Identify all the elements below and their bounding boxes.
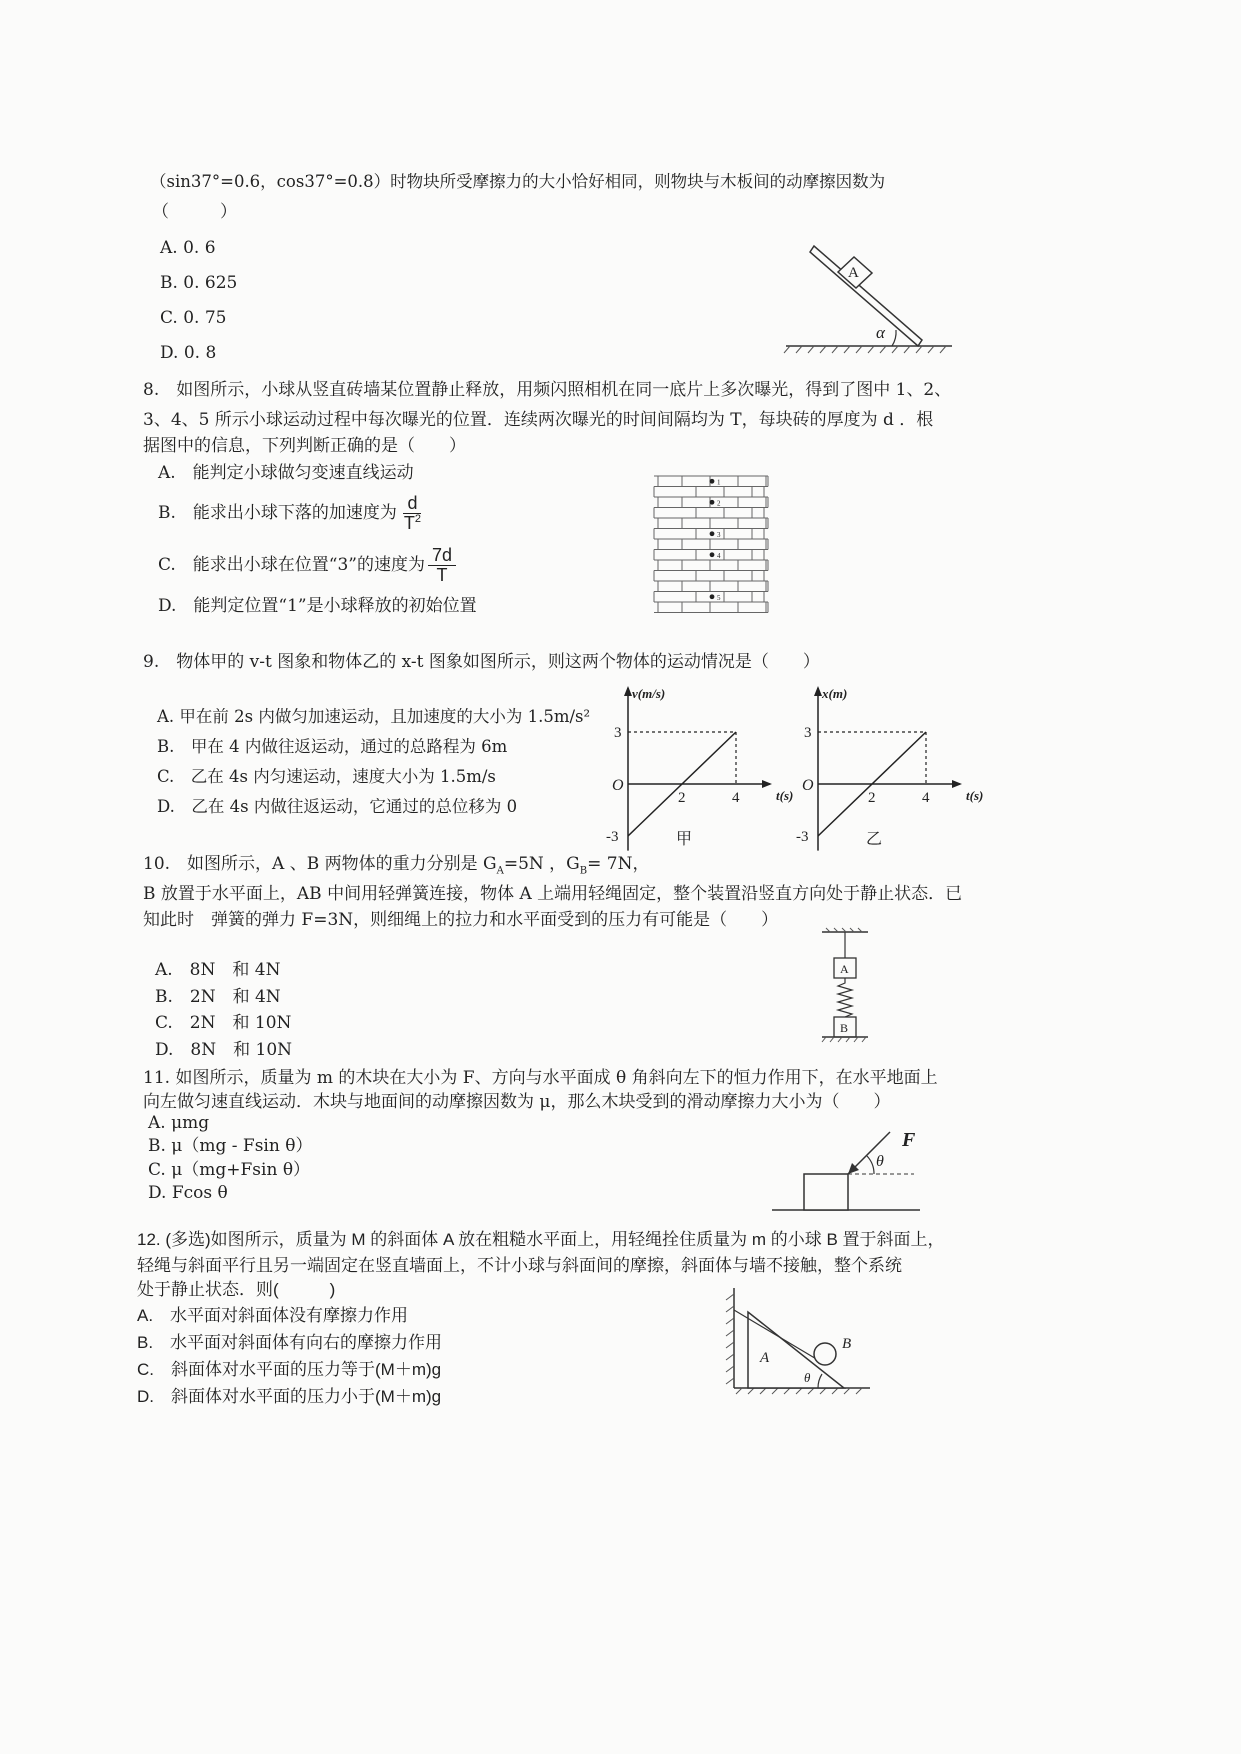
y-tick-3: 3 (804, 725, 812, 741)
q8-option-c-denominator: T (436, 564, 448, 585)
x-axis-label: t(s) (776, 788, 794, 803)
brick-ball-2 (710, 500, 715, 505)
q10-option-d: D. 8N 和 10N (155, 1040, 293, 1060)
q9-vt-chart-jia (600, 680, 794, 860)
q7-option-a: A. 0. 6 (160, 238, 216, 258)
q11-option-d: D. Fcos θ (148, 1183, 228, 1203)
brick-ball-label-1: 1 (717, 478, 721, 487)
q10-option-b: B. 2N 和 4N (155, 987, 281, 1007)
brick-ball-4 (710, 552, 715, 557)
q12-wedge-label: A (760, 1350, 770, 1366)
q10-stem-line1-a: 10. 如图所示，A 、B 两物体的重力分别是 G (143, 854, 497, 874)
q8-stem-line2: 3、4、5 所示小球运动过程中每次曝光的位置．连续两次曝光的时间间隔均为 T，每块砖的厚度为 d ．根 (143, 410, 934, 430)
y-axis-arrow (624, 686, 632, 696)
q8-option-d: D. 能判定位置“1”是小球释放的初始位置 (158, 596, 477, 616)
q8-option-a: A. 能判定小球做匀变速直线运动 (158, 463, 414, 483)
x-axis-arrow (952, 780, 962, 788)
q8-option-c-text: C. 能求出小球在位置“3”的速度为 (158, 554, 426, 575)
q8-stem-line3: 据图中的信息，下列判断正确的是（ ） (143, 436, 466, 456)
q12-stem-line3: 处于静止状态．则( ) (137, 1280, 336, 1299)
q12-option-c: C. 斜面体对水平面的压力等于(M＋m)g (137, 1360, 442, 1379)
brick-ball-label-3: 3 (717, 530, 721, 539)
q7-block-label: A (848, 265, 859, 281)
brick-ball-5 (710, 594, 715, 599)
x-axis-arrow (762, 780, 772, 788)
y-tick-3: 3 (614, 725, 622, 741)
q7-stem-line1: （sin37°=0.6，cos37°=0.8）时物块所受摩擦力的大小恰好相同，则物块与木板间的动摩擦因数为 (150, 172, 886, 191)
x-tick-4: 4 (732, 790, 740, 806)
brick-ball-label-2: 2 (717, 499, 721, 508)
origin-label: O (612, 777, 624, 794)
q8-option-b-exponent: 2 (414, 512, 422, 525)
brick-ball-3 (710, 531, 715, 536)
q10-spring-figure (810, 926, 880, 1046)
q8-option-b-denominator: T (403, 512, 415, 533)
x-tick-2: 2 (868, 790, 876, 806)
q11-stem-line2: 向左做匀速直线运动．木块与地面间的动摩擦因数为 μ，那么木块受到的滑动摩擦力大小为（ ） (143, 1092, 891, 1112)
brick-ball-label-4: 4 (717, 551, 721, 560)
q8-stem-line1: 8. 如图所示，小球从竖直砖墙某位置静止释放，用频闪照相机在同一底片上多次曝光，得到了图中 1、2、 (143, 380, 952, 400)
q7-stem-line2: （ ） (152, 202, 237, 222)
q11-stem-line1: 11. 如图所示，质量为 m 的木块在大小为 F、方向与水平面成 θ 角斜向左下的恒力作用下，在水平地面上 (143, 1068, 938, 1088)
q10-stem-line1-b: =5N ，G (503, 854, 580, 874)
q10-stem-line1-c: = 7N， (587, 854, 650, 874)
q9-option-d: D. 乙在 4s 内做往返运动，它通过的总位移为 0 (157, 797, 518, 816)
q8-option-b-numerator: d (403, 494, 421, 514)
q11-option-b: B. μ（mg - Fsin θ） (148, 1136, 313, 1156)
q12-ball-label: B (842, 1336, 852, 1352)
y-axis-label: v(m/s) (632, 686, 666, 701)
q11-force-label: F (902, 1129, 916, 1151)
q11-block-force-figure (770, 1124, 930, 1219)
q10-block-a-label: A (840, 962, 849, 976)
q10-option-a: A. 8N 和 4N (155, 960, 281, 980)
x-axis-label: t(s) (966, 788, 984, 803)
brick-ball-label-5: 5 (717, 593, 721, 602)
q8-option-c (158, 542, 456, 588)
q10-sub-b: B (579, 865, 588, 877)
q9-option-c: C. 乙在 4s 内匀速运动，速度大小为 1.5m/s (157, 767, 496, 786)
origin-label: O (802, 777, 814, 794)
x-tick-2: 2 (678, 790, 686, 806)
q12-option-d: D. 斜面体对水平面的压力小于(M＋m)g (137, 1387, 442, 1406)
q10-stem-line1 (143, 854, 649, 877)
q9-stem: 9. 物体甲的 v-t 图象和物体乙的 x-t 图象如图所示，则这两个物体的运动情况是（ ） (143, 652, 820, 672)
y-tick--3: -3 (606, 829, 619, 845)
q9-xt-chart-yi (790, 680, 984, 860)
chart-caption: 乙 (866, 831, 883, 848)
q12-angle-label: θ (804, 1370, 811, 1385)
q12-stem-line2: 轻绳与斜面平行且另一端固定在竖直墙面上，不计小球与斜面间的摩擦，斜面体与墙不接触，整个系统 (137, 1256, 902, 1275)
q10-stem-line3: 知此时 弹簧的弹力 F=3N，则细绳上的拉力和水平面受到的压力有可能是（ ） (143, 910, 779, 930)
q12-option-a: A. 水平面对斜面体没有摩擦力作用 (137, 1306, 409, 1325)
brick-ball-1 (710, 479, 715, 484)
q7-option-d: D. 0. 8 (160, 343, 217, 363)
q7-angle-label: α (876, 323, 885, 342)
y-tick--3: -3 (796, 829, 809, 845)
q9-option-a: A. 甲在前 2s 内做匀加速运动，且加速度的大小为 1.5m/s² (157, 707, 591, 726)
y-axis-label: x(m) (822, 686, 848, 701)
q7-option-b: B. 0. 625 (160, 273, 238, 293)
q10-block-b-label: B (840, 1021, 849, 1035)
q7-option-c: C. 0. 75 (160, 308, 227, 328)
q11-option-c: C. μ（mg+Fsin θ） (148, 1160, 311, 1180)
q9-option-b: B. 甲在 4 内做往返运动，通过的总路程为 6m (157, 737, 508, 756)
y-axis-arrow (814, 686, 822, 696)
chart-caption: 甲 (676, 831, 693, 848)
q8-option-c-numerator: 7d (428, 546, 456, 566)
q8-brick-wall-figure (650, 472, 775, 617)
q10-sub-a: A (496, 865, 504, 877)
q12-option-b: B. 水平面对斜面体有向右的摩擦力作用 (137, 1333, 443, 1352)
q12-wedge-figure (718, 1284, 878, 1396)
q10-stem-line2: B 放置于水平面上，AB 中间用轻弹簧连接，物体 A 上端用轻绳固定，整个装置沿竖直方向处于静止状态．已 (143, 884, 963, 904)
q12-stem-line1: 12. (多选)如图所示，质量为 M 的斜面体 A 放在粗糙水平面上，用轻绳拴住质量为 m 的小球 B 置于斜面上， (137, 1230, 945, 1249)
q11-angle-label: θ (876, 1153, 884, 1170)
q10-option-c: C. 2N 和 10N (155, 1013, 292, 1033)
q8-option-b-fraction (400, 494, 425, 533)
q7-incline-figure (780, 240, 960, 355)
q8-option-b-text: B. 能求出小球下落的加速度为 (158, 502, 397, 523)
q8-option-c-fraction (428, 546, 456, 585)
q8-option-b (158, 490, 425, 536)
q11-option-a: A. μmg (148, 1113, 210, 1133)
x-tick-4: 4 (922, 790, 930, 806)
